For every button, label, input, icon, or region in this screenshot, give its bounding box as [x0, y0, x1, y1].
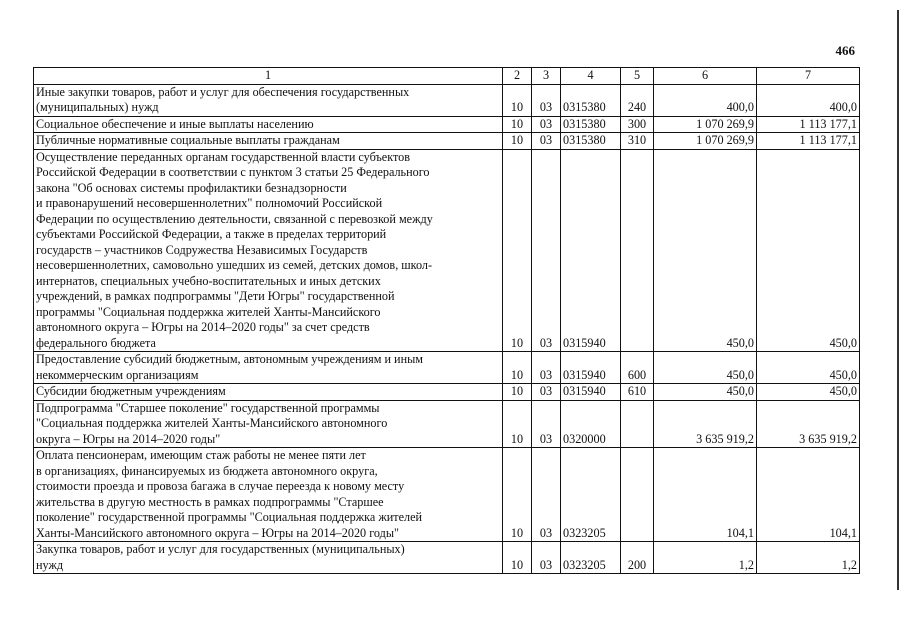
amount-cell-col6: 450,0: [654, 352, 757, 384]
amount-cell-col6: 3 635 919,2: [654, 400, 757, 448]
amount-cell-col7: 3 635 919,2: [757, 400, 860, 448]
amount-cell-col7: 1,2: [757, 542, 860, 574]
description-cell: [34, 542, 503, 574]
page-edge-line: [897, 10, 899, 590]
amount-cell-col7: 450,0: [757, 352, 860, 384]
description-line: (муниципальных) нужд: [36, 100, 159, 114]
description-line: Иные закупки товаров, работ и услуг для обеспечения государственных: [36, 84, 410, 99]
section-code-cell: 10: [503, 133, 532, 150]
description-line: федерального бюджета: [36, 335, 156, 350]
description-line: программы "Социальная поддержка жителей Ханты-Мансийского: [36, 304, 381, 319]
amount-cell-col6: 400,0: [654, 84, 757, 116]
description-line: интернатов, специальных учебно-воспитательных и иных детских: [36, 273, 381, 288]
description-line: субъектами Российской Федерации, а также в пределах территорий: [36, 227, 387, 241]
target-article-cell: 0315380: [561, 116, 621, 133]
header-cell: 5: [621, 68, 654, 85]
table-row: [34, 542, 860, 574]
description-line: Ханты-Мансийского автономного округа – Югры на 2014–2020 годы": [36, 525, 399, 540]
description-line: учреждений, в рамках подпрограммы "Дети Югры" государственной: [36, 289, 395, 303]
description-line: некоммерческим организациям: [36, 367, 199, 382]
page-number: 466: [835, 43, 855, 58]
description-line: жительства в другую местность в рамках подпрограммы "Старшее: [36, 494, 384, 509]
table-row: [34, 116, 860, 133]
description-line: Субсидии бюджетным учреждениям: [36, 384, 226, 398]
section-code-cell: 10: [503, 400, 532, 448]
subsection-code-cell: 03: [532, 448, 561, 542]
header-cell: 4: [561, 68, 621, 85]
description-line: "Социальная поддержка жителей Ханты-Мансийского автономного: [36, 416, 388, 430]
description-cell: [34, 149, 503, 352]
table-row: [34, 133, 860, 150]
description-line: поколение" государственной программы "Социальная поддержка жителей: [36, 510, 423, 524]
amount-cell-col7: 400,0: [757, 84, 860, 116]
expense-type-cell: 200: [621, 542, 654, 574]
amount-cell-col7: 1 113 177,1: [757, 116, 860, 133]
header-cell: 2: [503, 68, 532, 85]
amount-cell-col7: 450,0: [757, 384, 860, 401]
description-line: Публичные нормативные социальные выплаты гражданам: [36, 133, 340, 147]
description-cell: [34, 384, 503, 401]
description-cell: [34, 84, 503, 116]
subsection-code-cell: 03: [532, 149, 561, 352]
amount-cell-col7: 1 113 177,1: [757, 133, 860, 150]
section-code-cell: 10: [503, 542, 532, 574]
target-article-cell: 0315940: [561, 384, 621, 401]
section-code-cell: 10: [503, 116, 532, 133]
subsection-code-cell: 03: [532, 84, 561, 116]
amount-cell-col6: 1 070 269,9: [654, 133, 757, 150]
description-line: и правонарушений несовершеннолетних" полномочий Российской: [36, 196, 383, 210]
subsection-code-cell: 03: [532, 400, 561, 448]
description-cell: [34, 352, 503, 384]
amount-cell-col6: 1 070 269,9: [654, 116, 757, 133]
budget-table: [33, 67, 860, 574]
table-header-row: [34, 68, 860, 85]
header-cell: 1: [34, 68, 503, 85]
header-cell: 7: [757, 68, 860, 85]
description-line: Осуществление переданных органам государственной власти субъектов: [36, 149, 410, 164]
subsection-code-cell: 03: [532, 542, 561, 574]
subsection-code-cell: 03: [532, 352, 561, 384]
section-code-cell: 10: [503, 384, 532, 401]
description-cell: [34, 133, 503, 150]
description-cell: [34, 116, 503, 133]
expense-type-cell: 310: [621, 133, 654, 150]
target-article-cell: 0320000: [561, 400, 621, 448]
expense-type-cell: 240: [621, 84, 654, 116]
description-line: в организациях, финансируемых из бюджета автономного округа,: [36, 463, 378, 478]
table-row: [34, 448, 860, 542]
description-line: Социальное обеспечение и иные выплаты населению: [36, 116, 314, 131]
amount-cell-col6: 104,1: [654, 448, 757, 542]
amount-cell-col7: 450,0: [757, 149, 860, 352]
target-article-cell: 0323205: [561, 542, 621, 574]
table-row: [34, 352, 860, 384]
expense-type-cell: 300: [621, 116, 654, 133]
amount-cell-col6: 450,0: [654, 384, 757, 401]
table-row: [34, 84, 860, 116]
target-article-cell: 0315380: [561, 84, 621, 116]
subsection-code-cell: 03: [532, 116, 561, 133]
amount-cell-col7: 104,1: [757, 448, 860, 542]
description-line: стоимости проезда и провоза багажа в случае переезда к новому месту: [36, 479, 405, 493]
description-line: Федерации по осуществлению деятельности, связанной с перевозкой между: [36, 211, 433, 226]
table-row: [34, 384, 860, 401]
target-article-cell: 0315940: [561, 352, 621, 384]
target-article-cell: 0323205: [561, 448, 621, 542]
description-line: автономного округа – Югры на 2014–2020 годы" за счет средств: [36, 320, 370, 334]
table-row: [34, 149, 860, 352]
description-line: закона "Об основах системы профилактики безнадзорности: [36, 180, 347, 195]
expense-type-cell: 610: [621, 384, 654, 401]
header-cell: 6: [654, 68, 757, 85]
subsection-code-cell: 03: [532, 384, 561, 401]
description-line: Российской Федерации в соответствии с пунктом 3 статьи 25 Федерального: [36, 165, 430, 179]
description-cell: [34, 448, 503, 542]
expense-type-cell: 600: [621, 352, 654, 384]
description-line: несовершеннолетних, самовольно ушедших из семей, детских домов, школ-: [36, 258, 433, 272]
expense-type-cell: [621, 448, 654, 542]
amount-cell-col6: 450,0: [654, 149, 757, 352]
section-code-cell: 10: [503, 84, 532, 116]
description-line: Закупка товаров, работ и услуг для государственных (муниципальных): [36, 542, 405, 556]
subsection-code-cell: 03: [532, 133, 561, 150]
description-cell: [34, 400, 503, 448]
description-line: Подпрограмма "Старшее поколение" государственной программы: [36, 400, 380, 415]
description-line: Предоставление субсидий бюджетным, автономным учреждениям и иным: [36, 352, 423, 366]
target-article-cell: 0315380: [561, 133, 621, 150]
description-line: государств – участников Содружества Независимых Государств: [36, 242, 368, 257]
description-line: Оплата пенсионерам, имеющим стаж работы не менее пяти лет: [36, 448, 366, 462]
table-row: [34, 400, 860, 448]
header-cell: 3: [532, 68, 561, 85]
expense-type-cell: [621, 149, 654, 352]
section-code-cell: 10: [503, 352, 532, 384]
description-line: нужд: [36, 557, 64, 572]
target-article-cell: 0315940: [561, 149, 621, 352]
section-code-cell: 10: [503, 448, 532, 542]
section-code-cell: 10: [503, 149, 532, 352]
description-line: округа – Югры на 2014–2020 годы": [36, 431, 221, 446]
expense-type-cell: [621, 400, 654, 448]
amount-cell-col6: 1,2: [654, 542, 757, 574]
